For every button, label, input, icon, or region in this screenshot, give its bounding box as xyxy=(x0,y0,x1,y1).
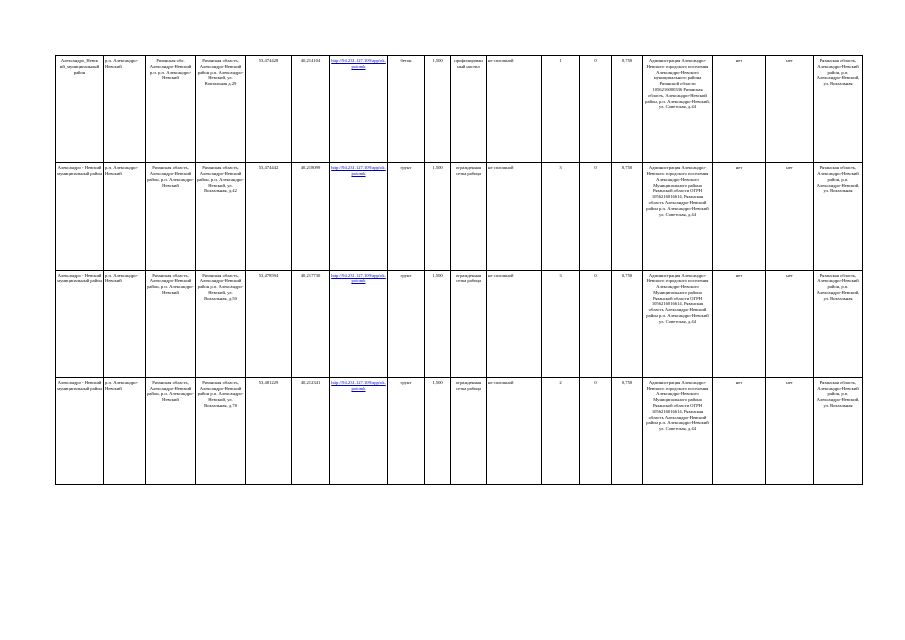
cell-lon: 40,218099 xyxy=(292,163,330,270)
cell-no: нет xyxy=(766,56,814,163)
cell-area: 1,500 xyxy=(425,377,451,484)
cell-source: Рязанская область, Александро-Невский район, р.п. Александро-Невский, ул. Вокзальная xyxy=(814,56,863,163)
cell-count2: 0 xyxy=(580,377,612,484)
cell-count: 2 xyxy=(542,377,580,484)
cell-owner: Администрация Александро-Невского городского поселения Александро-Невского Муниципального района Рязанской области ОГРН 1056216016614, Рязанская область Александро-Невский район р.п. Александро-Невский ул. Советская, д.44 xyxy=(643,270,713,377)
cell-area: 1,500 xyxy=(425,163,451,270)
cell-lon: 40,214104 xyxy=(292,56,330,163)
cell-settlement: р.п. Александро-Невский xyxy=(104,56,146,163)
cell-district: Александро - Невский муниципальный район xyxy=(56,377,104,484)
cell-location: Рязанская область, Александро-Невский район р.п. Александро-Невский, ул. Вокзальная, д.78 xyxy=(196,377,246,484)
cell-count: 3 xyxy=(542,270,580,377)
cell-yes: нет xyxy=(713,56,766,163)
cell-count2: 0 xyxy=(580,163,612,270)
cell-kind: не сплошной xyxy=(487,56,542,163)
cell-yes: нет xyxy=(713,377,766,484)
cell-type: огражденная сетка рабица xyxy=(451,270,487,377)
cell-count: 3 xyxy=(542,163,580,270)
cell-lon: 40,217730 xyxy=(292,270,330,377)
cell-district: Александро - Невский муниципальный район xyxy=(56,163,104,270)
cell-address: Рязанская область, Александро-Невский район, р.п. Александро-Невский xyxy=(146,377,196,484)
cell-volume: 0,750 xyxy=(612,377,643,484)
cell-volume: 0,750 xyxy=(612,56,643,163)
cell-link[interactable]: http://94.231.127.109/app/ok.potomk xyxy=(330,163,388,270)
cell-link[interactable]: http://94.231.127.109/app/ok.potomk xyxy=(330,270,388,377)
cell-no: нет xyxy=(766,163,814,270)
cell-yes: нет xyxy=(713,163,766,270)
cell-volume: 0,750 xyxy=(612,163,643,270)
cell-surface: бетон xyxy=(388,56,425,163)
cell-link[interactable]: http://94.231.127.109/app/ok.potomk xyxy=(330,377,388,484)
cell-lon: 40,212341 xyxy=(292,377,330,484)
cell-surface: грунт xyxy=(388,163,425,270)
cell-area: 1,500 xyxy=(425,270,451,377)
cell-lat: 53,478594 xyxy=(246,270,292,377)
cell-kind: не сплошной xyxy=(487,270,542,377)
cell-no: нет xyxy=(766,377,814,484)
cell-type: огражденная сетка рабица xyxy=(451,377,487,484)
cell-owner: Администрация Александро-Невского городского поселения Александро-Невского Муниципального района Рязанской области ОГРН 1056216016614, Рязанская область Александро-Невский район р.п. Александро-Невский ул. Советская, д.44 xyxy=(643,377,713,484)
cell-surface: грунт xyxy=(388,377,425,484)
registry-table xyxy=(55,55,863,485)
table-row xyxy=(56,163,863,270)
cell-surface: грунт xyxy=(388,270,425,377)
cell-settlement: р.п. Александро-Невский xyxy=(104,163,146,270)
cell-district: Александро - Невский муниципальный район xyxy=(56,270,104,377)
cell-no: нет xyxy=(766,270,814,377)
cell-location: Рязанская область, Александро-Невский район р.п. Александро-Невский, ул. Вокзальная, д.50 xyxy=(196,270,246,377)
cell-location: Рязанская область, Александро-Невский район, р.п. Александро-Невский, ул. Вокзальная, д.42 xyxy=(196,163,246,270)
cell-address: Рязанская область, Александро-Невский район, р.п. Александро-Невский xyxy=(146,163,196,270)
cell-district: Александро_Невск ий_муниципальный район xyxy=(56,56,104,163)
cell-owner: Администрация Александро-Невского городского поселения Александро-Невского муниципального района Рязанской области 1056216000336 Рязанская область, Александро-Невский район, р.п. Александро-Невский, ул. Советская, д.44 xyxy=(643,56,713,163)
cell-count: 1 xyxy=(542,56,580,163)
cell-link[interactable]: http://94.231.127.109/app/ok.potomk xyxy=(330,56,388,163)
cell-kind: не сплошной xyxy=(487,377,542,484)
cell-type: профилирован ный настил xyxy=(451,56,487,163)
cell-settlement: р.п. Александро-Невский xyxy=(104,270,146,377)
cell-source: Рязанская область, Александро-Невский район, р.п. Александро-Невский, ул. Вокзальная xyxy=(814,377,863,484)
table-row xyxy=(56,377,863,484)
cell-volume: 0,750 xyxy=(612,270,643,377)
cell-lat: 53,481229 xyxy=(246,377,292,484)
cell-lat: 53,474442 xyxy=(246,163,292,270)
cell-kind: не сплошной xyxy=(487,163,542,270)
table-row xyxy=(56,56,863,163)
cell-source: Рязанская область, Александро-Невский район, р.п. Александро-Невский, ул. Вокзальная xyxy=(814,163,863,270)
cell-settlement: р.п. Александро-Невский xyxy=(104,377,146,484)
cell-area: 1,500 xyxy=(425,56,451,163)
cell-type: огражденная сетка рабица xyxy=(451,163,487,270)
table-row xyxy=(56,270,863,377)
cell-count2: 0 xyxy=(580,56,612,163)
cell-address: Рязанская обл. Александро-Невский р.п. р.п. Александро-Невский xyxy=(146,56,196,163)
cell-lat: 53,474428 xyxy=(246,56,292,163)
cell-location: Рязанская область, Александро-Невский район р.п. Александро-Невский, ул. Вокзальная д.29 xyxy=(196,56,246,163)
cell-count2: 0 xyxy=(580,270,612,377)
cell-owner: Администрация Александро-Невского городского поселения Александро-Невского Муниципального района Рязанской области ОГРН 1056216016614, Рязанская область Александро-Невский район р.п. Александро-Невский ул. Советская, д.44 xyxy=(643,163,713,270)
cell-source: Рязанская область, Александро-Невский район, р.п. Александро-Невский, ул. Вокзальная xyxy=(814,270,863,377)
cell-address: Рязанская область, Александро-Невский район, р.п. Александро-Невский xyxy=(146,270,196,377)
cell-yes: нет xyxy=(713,270,766,377)
